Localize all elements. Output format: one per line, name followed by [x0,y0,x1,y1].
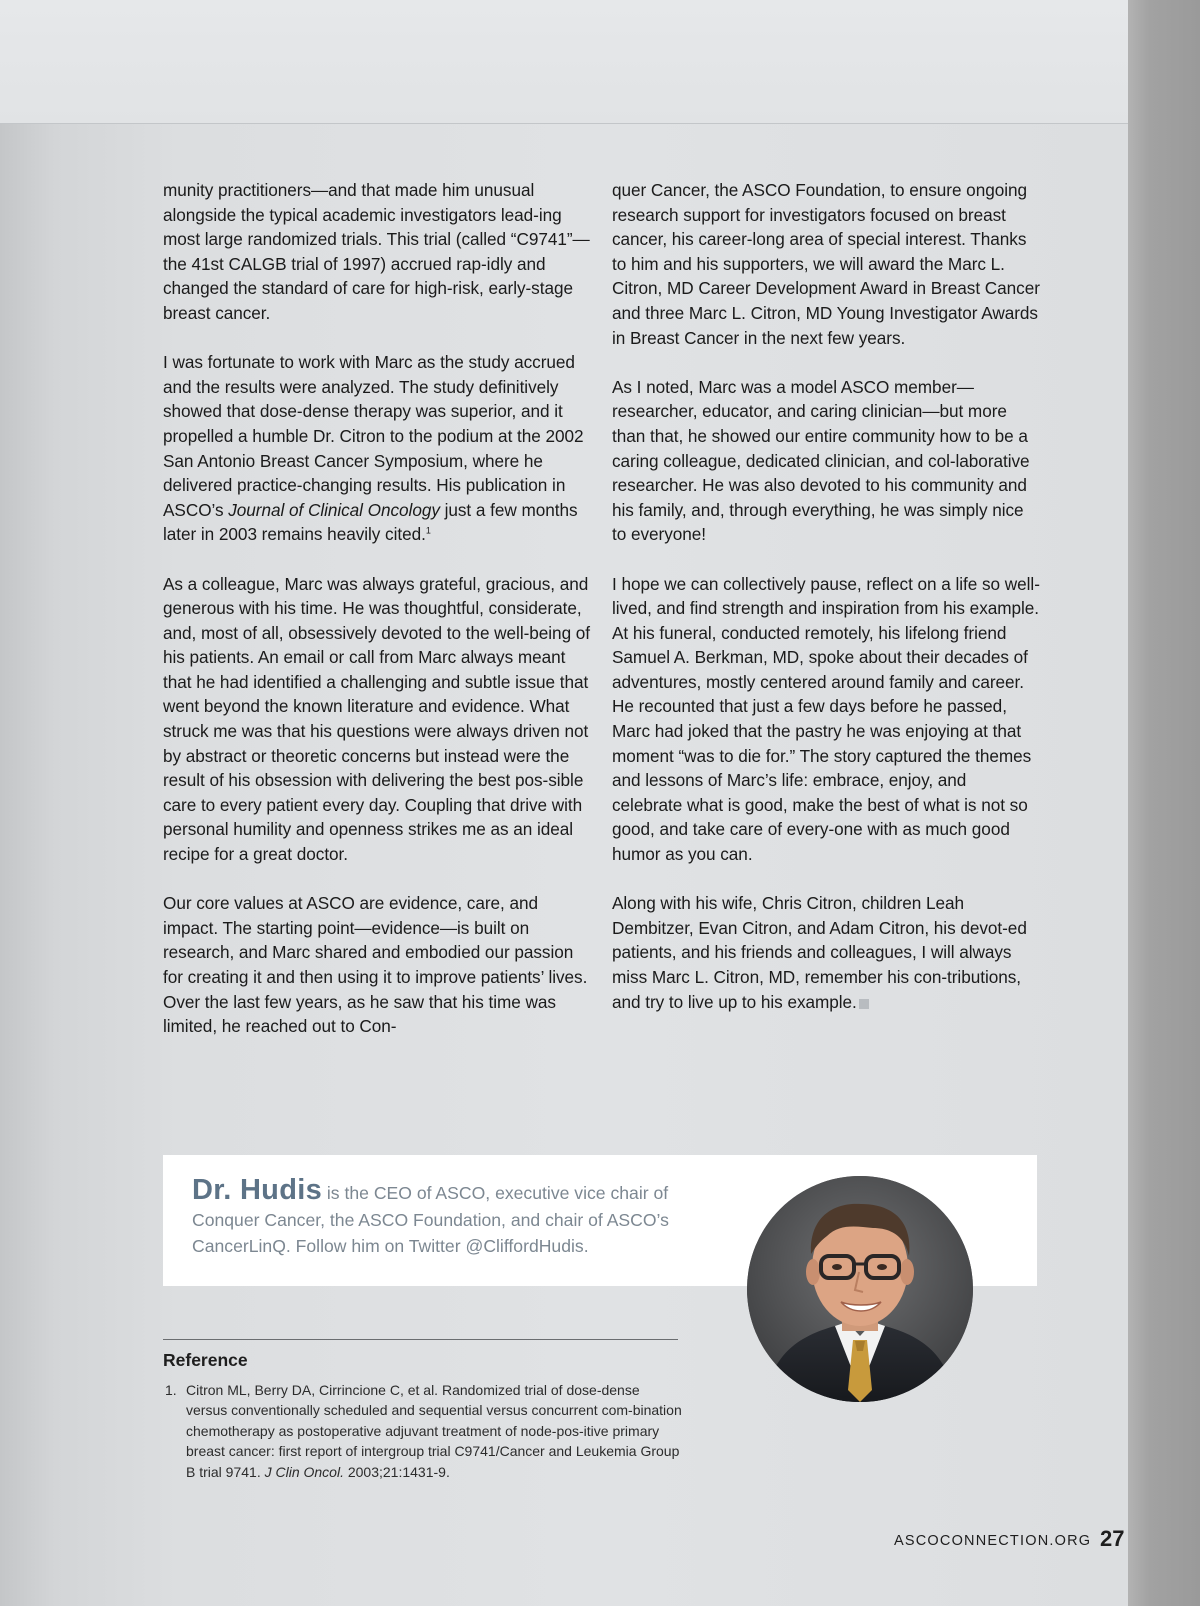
article-paragraph: Our core values at ASCO are evidence, care, and impact. The starting point—evidence—is built on research, and Marc shared and embodied our passion for creating it and then using it to improve patients’ lives. Over the last few years, as he saw that his time was limited, he reached out to Con- [163,893,588,1037]
reference-volume: 2003;21:1431-9. [343,1463,450,1480]
reference-divider [163,1339,678,1340]
article-paragraph: quer Cancer, the ASCO Foundation, to ensure ongoing research support for investigators focused on breast cancer, his career-long area of special interest. Thanks to him and his supporters, we will award the Marc L. Citron, MD Career Development Award in Breast Cancer and three Marc L. Citron, MD Young Investigator Awards in Breast Cancer in the next few years. [612,180,1040,348]
article-paragraph: I hope we can collectively pause, reflect on a life so well-lived, and find strength and inspiration from his example. At his funeral, conducted remotely, his lifelong friend Samuel A. Berkman, MD, spoke about their decades of adventures, mostly centered around family and career. He recounted that just a few days before he passed, Marc had joked that the pastry he was enjoying at that moment “was to die for.” The story captured the themes and lessons of Marc’s life: embrace, enjoy, and celebrate what is good, make the best of what is not so good, and take care of every-one with as much good humor as you can. [612,573,1040,865]
portrait-photo-icon [747,1176,973,1402]
final-paragraph-text: Along with his wife, Chris Citron, children Leah Dembitzer, Evan Citron, and Adam Citron, his devot-ed patients, and his friends and colleagues, I will always miss Marc L. Citron, MD, remember his con-tributions, and try to live up to his example. [612,893,1027,1012]
end-of-article-mark-icon [859,999,869,1009]
reference-text [186,1380,683,1482]
journal-title: Journal of Clinical Oncology [228,499,440,520]
reference-number: 1. [165,1382,177,1398]
reference-list [163,1380,683,1482]
article-column-right [612,178,1040,1039]
study-text-before: I was fortunate to work with Marc as the study accrued and the results were analyzed. The study definitively showed that dose-dense therapy was superior, and it propelled a humble Dr. Citron to the podium at the 2002 San Antonio Breast Cancer Symposium, where he delivered practice-changing results. His publication in ASCO’s [163,352,584,520]
footer-website[interactable]: ASCOCONNECTION.ORG [894,1533,1092,1549]
author-bio-text: is the CEO of ASCO, executive vice chair of Conquer Cancer, the ASCO Foundation, and chair of ASCO’s CancerLinQ. Follow him on Twitter @CliffordHudis. [192,1183,669,1256]
article-paragraph: munity practitioners—and that made him unusual alongside the typical academic investigators lead-ing most large randomized trials. This trial (called “C9741”—the 41st CALGB trial of 1997) accrued rap-idly and changed the standard of care for high-risk, early-stage breast cancer. [163,180,590,323]
article-column-left [163,178,593,1063]
footnote-marker[interactable]: 1 [425,525,431,536]
page-header-band [0,0,1128,124]
article-paragraph-final [612,891,1040,1014]
reference-item [163,1380,683,1482]
article-paragraph: As a colleague, Marc was always grateful, gracious, and generous with his time. He was thoughtful, considerate, and, most of all, obsessively devoted to the well-being of his patients. An email or call from Marc always meant that he had identified a challenging and subtle issue that went beyond the known literature and evidence. What struck me was that his questions were always driven not by abstract or theoretic concerns but instead were the result of his obsession with delivering the best pos-sible care to every patient every day. Coupling that drive with personal humility and openness strikes me as an ideal recipe for a great doctor. [163,573,591,865]
study-text-after: just a few months later in 2003 remains heavily cited. [163,499,578,545]
reference-citation-text: Citron ML, Berry DA, Cirrincione C, et al. Randomized trial of dose-dense versus conventionally scheduled and sequential versus concurrent com-bination chemotherapy as postoperative adjuvant treatment of node-pos-itive primary breast cancer: first report of intergroup trial C9741/Cancer and Leukemia Group B trial 9741. [186,1382,682,1480]
page-number: 27 [1100,1526,1125,1551]
page-edge-shadow [1128,0,1200,1606]
article-paragraph-study [163,350,593,547]
reference-journal: J Clin Oncol. [264,1463,344,1480]
article-paragraph: As I noted, Marc was a model ASCO member—researcher, educator, and caring clinician—but more than that, he showed our entire community how to be a caring colleague, dedicated clinician, and col-laborative researcher. He was also devoted to his community and his family, and, through everything, he was simply nice to everyone! [612,376,1030,545]
reference-heading: Reference [163,1350,248,1370]
author-bio [192,1174,712,1260]
author-name: Dr. Hudis [192,1174,322,1206]
